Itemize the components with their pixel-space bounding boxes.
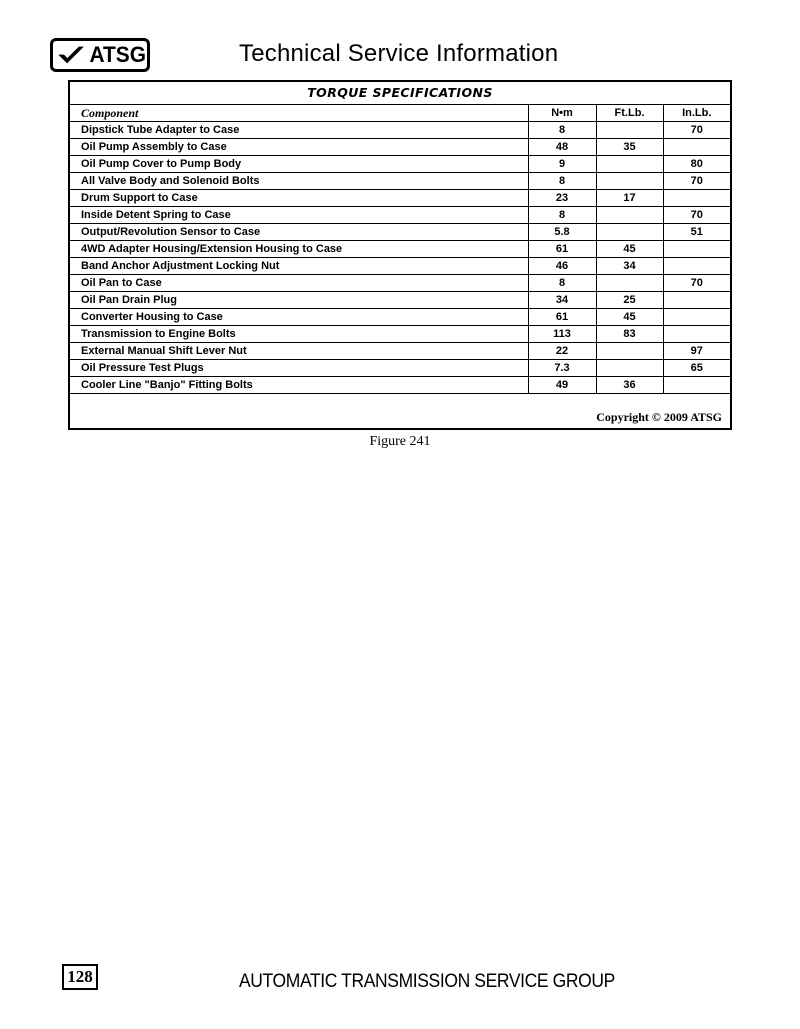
cell-ftlb [596,275,663,292]
table-row [70,122,730,139]
table-row [70,343,730,360]
table-row [70,326,730,343]
cell-inlb [663,377,730,394]
cell-ftlb: 83 [596,326,663,343]
cell-ftlb: 34 [596,258,663,275]
cell-inlb [663,292,730,309]
torque-spec-table [70,105,730,394]
cell-component: Oil Pan to Case [70,275,528,292]
copyright-notice: Copyright © 2009 ATSG [596,410,722,424]
cell-ftlb [596,360,663,377]
cell-nm: 113 [528,326,596,343]
cell-inlb: 70 [663,275,730,292]
cell-ftlb [596,207,663,224]
table-row [70,173,730,190]
table-body [70,122,730,394]
cell-ftlb [596,224,663,241]
cell-component: Oil Pressure Test Plugs [70,360,528,377]
cell-inlb: 70 [663,122,730,139]
cell-inlb [663,139,730,156]
cell-component: Band Anchor Adjustment Locking Nut [70,258,528,275]
column-header-inlb: In.Lb. [663,105,730,122]
cell-inlb [663,309,730,326]
cell-component: Converter Housing to Case [70,309,528,326]
atsg-logo [50,38,150,72]
column-header-component: Component [70,105,528,122]
column-header-nm: N•m [528,105,596,122]
cell-ftlb: 45 [596,309,663,326]
cell-inlb: 51 [663,224,730,241]
cell-nm: 46 [528,258,596,275]
logo-text: ATSG [89,42,146,67]
cell-nm: 9 [528,156,596,173]
cell-ftlb [596,156,663,173]
cell-component: Output/Revolution Sensor to Case [70,224,528,241]
cell-inlb [663,326,730,343]
figure-caption: Figure 241 [369,434,431,449]
cell-nm: 49 [528,377,596,394]
table-row [70,207,730,224]
cell-inlb: 65 [663,360,730,377]
cell-inlb: 97 [663,343,730,360]
footer-organization: AUTOMATIC TRANSMISSION SERVICE GROUP [239,971,615,992]
table-row [70,258,730,275]
table-row [70,190,730,207]
cell-component: Dipstick Tube Adapter to Case [70,122,528,139]
torque-spec-box [68,80,732,430]
page-number: 128 [62,964,98,990]
cell-component: External Manual Shift Lever Nut [70,343,528,360]
cell-nm: 5.8 [528,224,596,241]
cell-component: Oil Pump Cover to Pump Body [70,156,528,173]
cell-nm: 48 [528,139,596,156]
cell-ftlb [596,122,663,139]
cell-nm: 8 [528,173,596,190]
cell-component: Drum Support to Case [70,190,528,207]
cell-component: 4WD Adapter Housing/Extension Housing to Case [70,241,528,258]
cell-nm: 8 [528,122,596,139]
table-row [70,241,730,258]
cell-nm: 61 [528,309,596,326]
cell-ftlb: 17 [596,190,663,207]
spec-table-title: TORQUE SPECIFICATIONS [70,82,730,105]
cell-component: Transmission to Engine Bolts [70,326,528,343]
table-row [70,275,730,292]
cell-ftlb [596,343,663,360]
table-row [70,156,730,173]
cell-inlb [663,241,730,258]
cell-inlb: 70 [663,207,730,224]
table-row [70,292,730,309]
cell-inlb [663,190,730,207]
cell-nm: 7.3 [528,360,596,377]
cell-ftlb: 45 [596,241,663,258]
cell-nm: 22 [528,343,596,360]
page-title: Technical Service Information [239,40,559,67]
cell-nm: 23 [528,190,596,207]
table-row [70,377,730,394]
column-header-ftlb: Ft.Lb. [596,105,663,122]
checkmark-icon [57,42,86,68]
table-row [70,224,730,241]
table-row [70,139,730,156]
table-row [70,309,730,326]
table-header-row [70,105,730,122]
cell-ftlb: 35 [596,139,663,156]
cell-ftlb [596,173,663,190]
cell-component: Cooler Line "Banjo" Fitting Bolts [70,377,528,394]
table-row [70,360,730,377]
cell-nm: 8 [528,207,596,224]
cell-ftlb: 25 [596,292,663,309]
cell-nm: 34 [528,292,596,309]
cell-inlb: 80 [663,156,730,173]
cell-nm: 61 [528,241,596,258]
cell-inlb: 70 [663,173,730,190]
cell-ftlb: 36 [596,377,663,394]
cell-component: Oil Pump Assembly to Case [70,139,528,156]
cell-nm: 8 [528,275,596,292]
cell-component: All Valve Body and Solenoid Bolts [70,173,528,190]
cell-inlb [663,258,730,275]
cell-component: Oil Pan Drain Plug [70,292,528,309]
cell-component: Inside Detent Spring to Case [70,207,528,224]
